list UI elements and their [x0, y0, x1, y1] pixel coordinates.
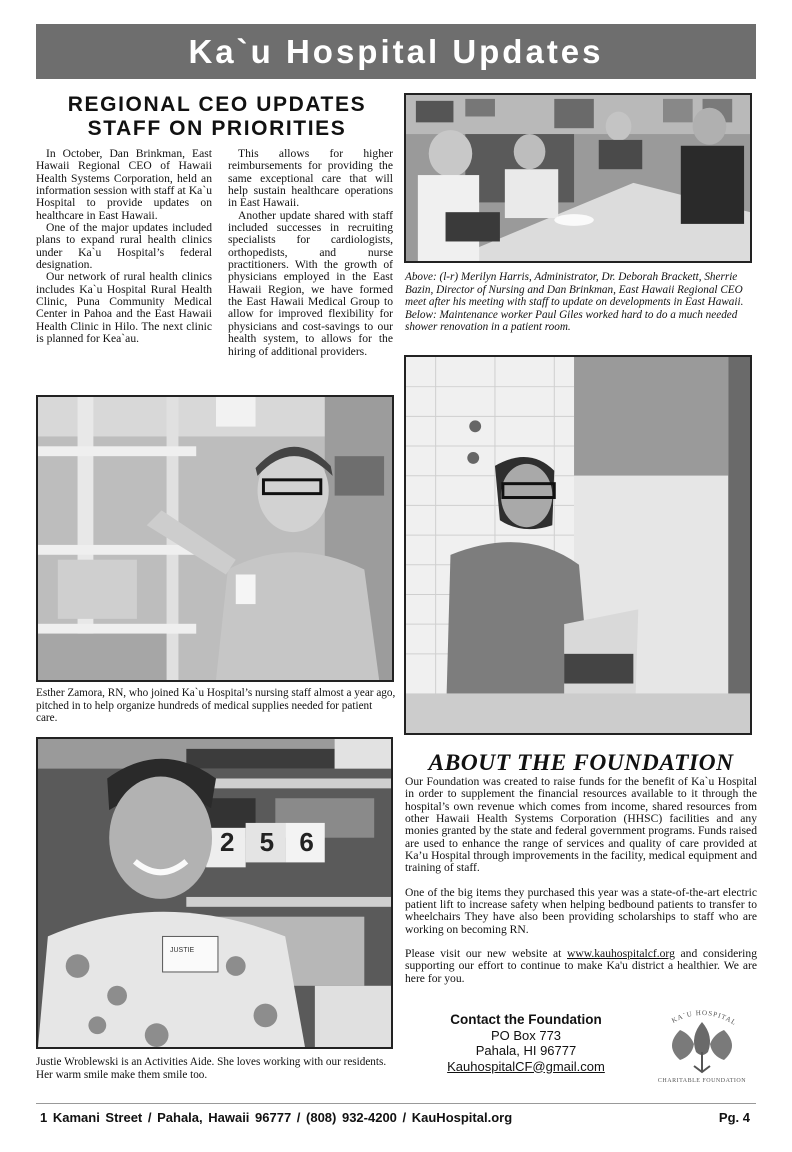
website-link[interactable]: www.kauhospitalcf.org [567, 947, 675, 961]
article-column-1 [36, 148, 212, 346]
foundation-paragraph: Our Foundation was created to raise funds for the benefit of Ka`u Hospital in order to supplement the financial resources available to it through the hospital’s own revenue which comes from income, shared resources from other Hawaii Health Systems Corporation (HHSC) facilities and any monies granted by the state and federal government programs. Funds raised are used to enhance the range of services and quality of care provided at Ka’u Hospital through improvements in the facility, medical equipment and training of staff. [405, 775, 757, 875]
nurse-photo [36, 395, 394, 682]
article-paragraph: Another update shared with staff included successes in recruiting specialists for cardiologists, orthopedists, and nurse practitioners. With the growth of physicians employed in the East Hawaii Region, we have formed the East Hawaii Medical Group to allow for improved flexibility for physicians and cost-savings to our health system, to allows for the hiring of additional providers. [228, 208, 393, 358]
foundation-paragraph [405, 948, 757, 985]
article-paragraph: In October, Dan Brinkman, East Hawaii Regional CEO of Hawaii Health Systems Corporation, held an information session with staff at Ka`u Hospital to provide updates on healthcare in East Hawaii. [36, 147, 212, 222]
contact-city: Pahala, HI 96777 [475, 1043, 577, 1058]
support-text: and considering supporting our effort to continue to make Ka'u district a healthier. We are here for you. [405, 947, 757, 985]
article-column-2 [228, 148, 393, 358]
page-number: Pg. 4 [718, 1110, 750, 1125]
meeting-photo [404, 93, 752, 263]
footer-divider [36, 1103, 756, 1104]
logo-bottom-text: CHARITABLE FOUNDATION [657, 1078, 747, 1084]
contact-title: Contact the Foundation [450, 1012, 602, 1027]
svg-text:KA`U HOSPITAL [670, 1009, 738, 1027]
article-paragraph: One of the major updates included plans to expand rural health clinics under Ka`u Hospital’s federal designation. [36, 221, 212, 272]
banner-title: Ka`u Hospital Updates [188, 33, 604, 70]
contact-email-link[interactable]: KauhospitalCF@gmail.com [447, 1058, 605, 1074]
foundation-body [405, 776, 757, 997]
name-badge-text: JUSTIE [170, 947, 195, 954]
aide-photo [36, 737, 393, 1049]
number-blocks-text: 2 5 6 [220, 827, 323, 857]
foundation-logo [650, 1000, 754, 1084]
nurse-caption: Esther Zamora, RN, who joined Ka`u Hospital’s nursing staff almost a year ago, pitched in to help organize hundreds of medical supplies needed for patient care. [36, 687, 396, 725]
aide-caption: Justie Wroblewski is an Activities Aide. She loves working with our residents. Her warm smile make them smile too. [36, 1056, 387, 1081]
maintenance-photo [404, 355, 752, 735]
footer-address: 1 Kamani Street / Pahala, Hawaii 96777 / (808) 932-4200 / KauHospital.org [40, 1110, 513, 1125]
logo-top-text: KA`U HOSPITAL [670, 1008, 739, 1028]
foundation-paragraph: One of the big items they purchased this year was a state-of-the-art electric patient lift to increase safety when helping bedbound patients to transfer to wheelchairs They have also been providing scholarships to staff who are working on becoming RN. [405, 885, 757, 936]
article-paragraph: Our network of rural health clinics includes Ka`u Hospital Rural Health Clinic, Puna Community Medical Center in Pahoa and the East Hawaii Health Clinic in Hilo. The next clinic is planned for Kea`au. [36, 270, 212, 346]
foundation-title: ABOUT THE FOUNDATION [428, 750, 734, 776]
headline-line-2: STAFF ON PRIORITIES [87, 117, 347, 140]
page-banner [36, 24, 756, 79]
contact-po-box: PO Box 773 [490, 1027, 562, 1043]
contact-block [420, 1012, 632, 1074]
article-paragraph: This allows for higher reimbursements for providing the same exceptional care that will help sustain healthcare operations in East Hawaii. [228, 147, 393, 210]
visit-text: Please visit our new website at [405, 947, 567, 961]
headline-line-1: REGIONAL CEO UPDATES [67, 93, 367, 116]
meeting-caption: Above: (l-r) Merilyn Harris, Administrator, Dr. Deborah Brackett, Sherrie Bazin, Director of Nursing and Dan Brinkman, East Hawaii Regional CEO meet after his meeting with staff to update on developments in East Hawaii. Below: Maintenance worker Paul Giles worked hard to do a much needed shower renovation in a patient room. [405, 271, 744, 334]
article-headline [36, 93, 398, 141]
